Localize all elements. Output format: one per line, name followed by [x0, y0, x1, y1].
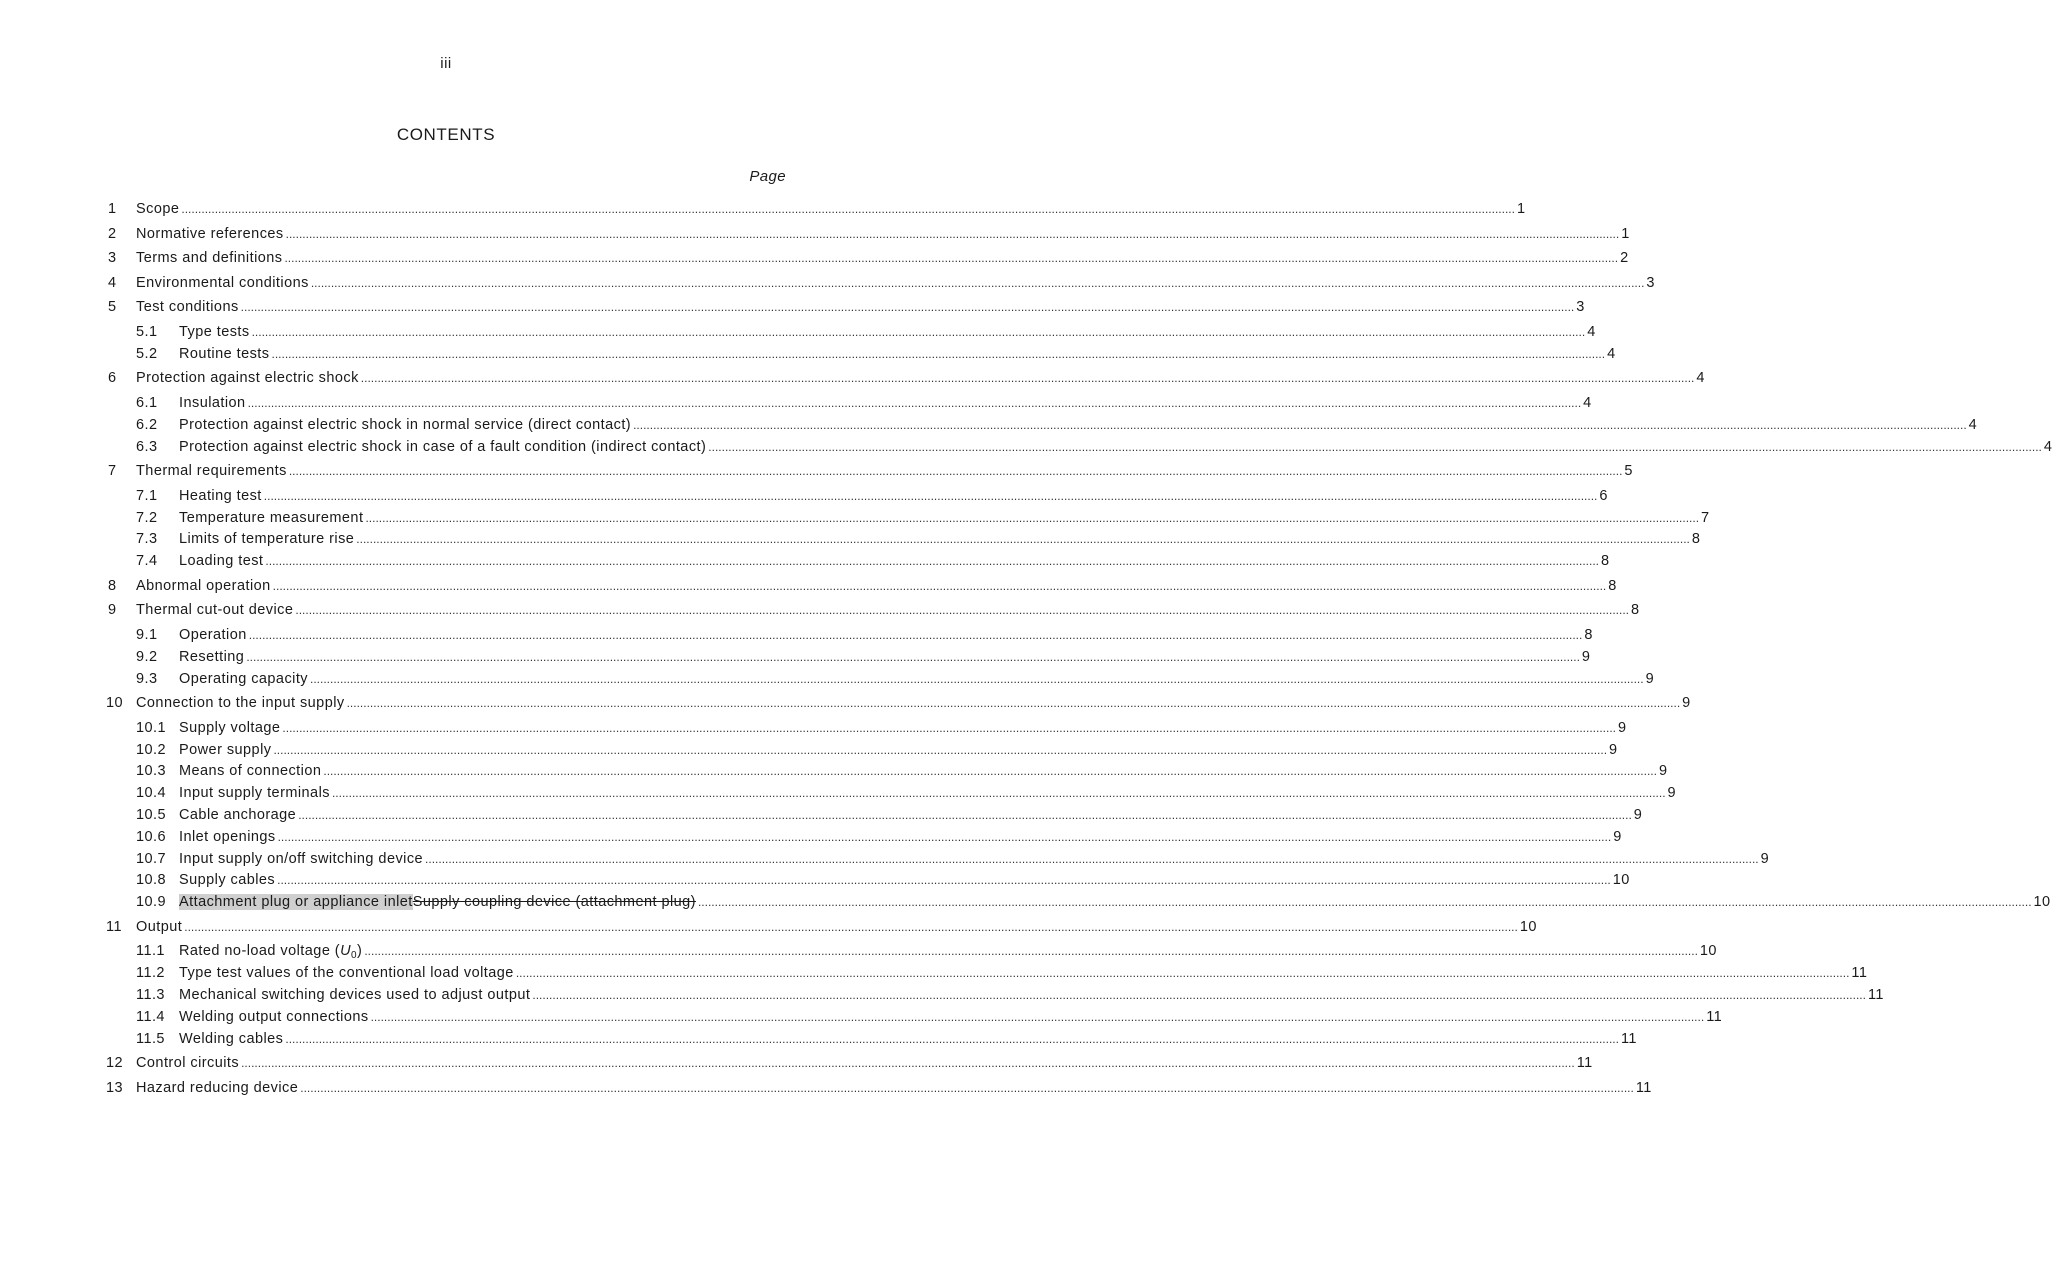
toc-entry[interactable] — [0, 344, 1616, 364]
toc-entry-number: 11 — [106, 918, 122, 935]
dot-leader: ................................................................................................................................................................................................................................................................................................................................................................................................................ — [310, 671, 1644, 686]
dot-leader: ................................................................................................................................................................................................................................................................................................................................................................................................................ — [265, 554, 1600, 569]
dot-leader: ................................................................................................................................................................................................................................................................................................................................................................................................................ — [241, 1056, 1575, 1071]
toc-entry-number: 10.1 — [136, 719, 167, 736]
toc-entry-page: 3 — [1576, 299, 1585, 316]
dot-leader: ................................................................................................................................................................................................................................................................................................................................................................................................................ — [370, 1009, 1705, 1024]
dot-leader: ................................................................................................................................................................................................................................................................................................................................................................................................................ — [263, 488, 1598, 503]
toc-entry[interactable] — [0, 740, 1618, 760]
toc-entry-title: Operating capacity — [179, 670, 308, 687]
toc-entry-number: 5.1 — [136, 324, 158, 340]
toc-entry-title: Type test values of the conventional load voltage — [179, 965, 514, 982]
toc-entry-number: 6 — [108, 370, 117, 387]
toc-entry-title: Normative references — [136, 225, 284, 242]
toc-entry-title-text: Rated no-load voltage ( — [179, 943, 341, 960]
toc-entry[interactable] — [0, 849, 1770, 869]
toc-entry-number: 11.1 — [136, 943, 165, 960]
toc-entry-title: Operation — [179, 627, 247, 643]
toc-entry-page: 4 — [1587, 324, 1596, 340]
dot-leader: ................................................................................................................................................................................................................................................................................................................................................................................................................ — [246, 649, 1580, 664]
page-number: iii — [440, 55, 452, 72]
dot-leader: ................................................................................................................................................................................................................................................................................................................................................................................................................ — [284, 251, 1619, 266]
voltage-symbol: U — [340, 943, 352, 960]
toc-entry-number: 1 — [108, 201, 117, 217]
toc-entry[interactable] — [0, 508, 1710, 528]
toc-entry-title: Routine tests — [179, 345, 270, 362]
toc-entry-number: 11.4 — [136, 1008, 165, 1025]
toc-entry[interactable] — [0, 368, 1705, 388]
toc-entry-page: 9 — [1609, 741, 1618, 758]
toc-entry-title: Resetting — [179, 648, 245, 665]
toc-entry-number: 3 — [108, 250, 117, 267]
toc-entry-page: 4 — [1607, 345, 1616, 362]
toc-entry[interactable] — [0, 693, 1691, 713]
toc-entry-number: 5 — [108, 299, 117, 316]
toc-entry-title: Output — [136, 918, 183, 935]
toc-entry-title: Test conditions — [136, 299, 239, 316]
toc-entry-number: 7.3 — [136, 531, 158, 548]
toc-entry[interactable] — [0, 273, 1655, 293]
toc-entry-page: 5 — [1624, 463, 1633, 480]
dot-leader: ................................................................................................................................................................................................................................................................................................................................................................................................................ — [251, 325, 1586, 339]
toc-entry-page: 9 — [1645, 670, 1655, 687]
dot-leader: ................................................................................................................................................................................................................................................................................................................................................................................................................ — [360, 371, 1695, 386]
toc-entry-number: 2 — [108, 225, 117, 242]
toc-entry-number: 11.3 — [136, 987, 165, 1003]
toc-entry-number: 10.5 — [136, 807, 167, 823]
toc-entry-title: Cable anchorage — [179, 807, 297, 823]
toc-entry-page: 6 — [1599, 487, 1608, 504]
toc-entry[interactable] — [0, 718, 1627, 738]
toc-entry-title: Input supply on/off switching device — [179, 850, 424, 867]
dot-leader: ................................................................................................................................................................................................................................................................................................................................................................................................................ — [633, 417, 1967, 432]
toc-entry-title: Protection against electric shock — [136, 370, 359, 387]
toc-entry-page: 9 — [1667, 785, 1677, 802]
toc-entry[interactable] — [0, 1007, 1723, 1027]
toc-entry-title: Control circuits — [136, 1055, 240, 1072]
toc-entry-page: 9 — [1618, 719, 1627, 736]
toc-entry-number: 6.1 — [136, 395, 158, 411]
toc-entry-title: Environmental conditions — [136, 274, 309, 291]
toc-entry-page: 8 — [1608, 577, 1617, 594]
toc-entry[interactable] — [0, 669, 1655, 689]
toc-entry[interactable] — [0, 870, 1630, 890]
dot-leader: ................................................................................................................................................................................................................................................................................................................................................................................................................ — [300, 1080, 1634, 1095]
toc-entry[interactable] — [0, 576, 1617, 596]
toc-entry-number: 13 — [106, 1079, 124, 1096]
toc-entry[interactable] — [0, 551, 1610, 571]
toc-entry-number: 10 — [106, 695, 124, 712]
toc-entry-title: Supply voltage — [179, 719, 281, 736]
toc-entry-number: 11.5 — [136, 1030, 165, 1047]
toc-entry-page: 11 — [1620, 1030, 1637, 1047]
toc-entry-title: Input supply terminals — [179, 785, 330, 802]
dot-leader: ................................................................................................................................................................................................................................................................................................................................................................................................................ — [277, 873, 1611, 888]
toc-entry-number: 9.1 — [136, 627, 158, 643]
dot-leader: ................................................................................................................................................................................................................................................................................................................................................................................................................ — [331, 786, 1666, 801]
toc-entry-title: Mechanical switching devices used to adjust output — [179, 987, 531, 1003]
dot-leader: ................................................................................................................................................................................................................................................................................................................................................................................................................ — [356, 532, 1690, 547]
toc-entry-title: Hazard reducing device — [136, 1079, 299, 1096]
toc-entry[interactable] — [0, 892, 2051, 912]
toc-entry[interactable] — [0, 322, 1596, 342]
toc-entry-page: 8 — [1630, 602, 1640, 619]
dot-leader: ................................................................................................................................................................................................................................................................................................................................................................................................................ — [247, 396, 1582, 410]
toc-entry-page: 9 — [1658, 763, 1668, 780]
toc-entry-title: Power supply — [179, 741, 272, 758]
toc-entry[interactable] — [0, 647, 1591, 667]
toc-entry-title: Loading test — [179, 553, 264, 570]
toc-entry-page: 8 — [1691, 531, 1701, 548]
dot-leader: ................................................................................................................................................................................................................................................................................................................................................................................................................ — [708, 439, 2042, 454]
toc-entry-page: 1 — [1621, 225, 1630, 242]
toc-entry[interactable] — [0, 917, 1537, 937]
toc-entry-number: 10.7 — [136, 850, 167, 867]
contents-title: CONTENTS — [396, 125, 496, 144]
toc-entry-title: Welding cables — [179, 1030, 284, 1047]
toc-entry[interactable] — [0, 437, 2052, 457]
toc-entry-page: 10 — [1699, 943, 1717, 960]
dot-leader: ................................................................................................................................................................................................................................................................................................................................................................................................................ — [272, 578, 1607, 593]
dot-leader: ................................................................................................................................................................................................................................................................................................................................................................................................................ — [532, 988, 1866, 1002]
toc-entry-page: 7 — [1701, 509, 1710, 526]
toc-entry-page: 10 — [1612, 872, 1630, 889]
toc-entry[interactable] — [0, 1078, 1652, 1098]
toc-entry-page: 9 — [1760, 850, 1770, 867]
toc-entry[interactable] — [0, 393, 1592, 413]
toc-entry[interactable] — [0, 486, 1608, 506]
toc-entry-title: Inlet openings — [179, 828, 276, 845]
toc-entry-number: 5.2 — [136, 345, 158, 362]
dot-leader: ................................................................................................................................................................................................................................................................................................................................................................................................................ — [285, 226, 1620, 241]
toc-entry[interactable] — [0, 963, 1868, 983]
toc-entry-number: 8 — [108, 577, 117, 594]
toc-entry[interactable] — [0, 783, 1677, 803]
toc-entry-page: 4 — [1968, 416, 1978, 433]
dot-leader: ................................................................................................................................................................................................................................................................................................................................................................................................................ — [248, 628, 1583, 642]
toc-entry[interactable] — [0, 415, 1978, 435]
toc-entry-page: 3 — [1646, 274, 1655, 291]
toc-entry-title: Welding output connections — [179, 1008, 369, 1025]
toc-entry[interactable] — [0, 529, 1701, 549]
toc-entry-page: 9 — [1613, 828, 1622, 845]
toc-entry-title: Connection to the input supply — [136, 695, 345, 712]
toc-entry-number: 6.2 — [136, 416, 158, 433]
toc-entry-number: 9.2 — [136, 648, 158, 665]
toc-entry-number: 10.4 — [136, 785, 167, 802]
toc-entry-title: Protection against electric shock in normal service (direct contact) — [179, 416, 632, 433]
toc-entry-title: Type tests — [179, 324, 250, 340]
dot-leader: ................................................................................................................................................................................................................................................................................................................................................................................................................ — [295, 603, 1629, 618]
toc-entry-number: 7.2 — [136, 509, 158, 526]
toc-entry-number: 12 — [106, 1055, 124, 1072]
toc-entry-page: 10 — [1519, 918, 1537, 935]
dot-leader: ................................................................................................................................................................................................................................................................................................................................................................................................................ — [271, 346, 1606, 361]
toc-entry-number: 11.2 — [136, 965, 165, 982]
struck-deleted-text: Supply coupling device (attachment plug) — [412, 894, 696, 911]
highlighted-inserted-text: Attachment plug or appliance inlet — [179, 894, 413, 911]
toc-entry[interactable] — [0, 761, 1668, 781]
page-column-label: Page — [749, 168, 786, 185]
toc-entry-number: 10.2 — [136, 741, 167, 758]
dot-leader: ................................................................................................................................................................................................................................................................................................................................................................................................................ — [240, 300, 1575, 315]
toc-entry-title — [179, 892, 696, 912]
toc-entry[interactable] — [0, 248, 1629, 268]
toc-entry-title: Protection against electric shock in case of a fault condition (indirect contact) — [179, 438, 707, 455]
toc-entry[interactable] — [0, 941, 1717, 962]
toc-entry-title: Means of connection — [179, 763, 322, 780]
toc-entry-title: Limits of temperature rise — [179, 531, 355, 548]
toc-entry[interactable] — [0, 985, 1884, 1005]
toc-entry-page: 4 — [2043, 438, 2052, 455]
toc-entry-page: 9 — [1682, 695, 1691, 712]
toc-entry-number: 7 — [108, 463, 117, 480]
dot-leader: ................................................................................................................................................................................................................................................................................................................................................................................................................ — [184, 919, 1518, 934]
dot-leader: ................................................................................................................................................................................................................................................................................................................................................................................................................ — [181, 202, 1515, 216]
toc-entry-number: 9.3 — [136, 670, 158, 687]
toc-entry-page: 9 — [1581, 648, 1591, 665]
toc-entry-number: 7.4 — [136, 553, 158, 570]
toc-entry-title: Abnormal operation — [136, 577, 271, 594]
toc-entry-page: 8 — [1601, 553, 1610, 570]
dot-leader: ................................................................................................................................................................................................................................................................................................................................................................................................................ — [288, 464, 1623, 479]
toc-entry[interactable] — [0, 1029, 1637, 1049]
toc-entry-title: Insulation — [179, 395, 246, 411]
toc-entry-page: 11 — [1706, 1008, 1723, 1025]
toc-entry-page: 4 — [1696, 370, 1705, 387]
toc-entry-title: Temperature measurement — [179, 509, 364, 526]
toc-entry-page: 9 — [1633, 807, 1643, 823]
toc-entry-number: 10.3 — [136, 763, 167, 780]
toc-entry-title: Thermal cut-out device — [136, 602, 294, 619]
toc-entry-page: 10 — [2033, 894, 2051, 911]
toc-entry-title: Scope — [136, 201, 180, 217]
dot-leader: ................................................................................................................................................................................................................................................................................................................................................................................................................ — [310, 275, 1645, 290]
voltage-subscript: 0 — [351, 950, 358, 962]
toc-entry-page: 11 — [1576, 1055, 1593, 1072]
toc-entry-title: Supply cables — [179, 872, 276, 889]
dot-leader: ................................................................................................................................................................................................................................................................................................................................................................................................................ — [697, 895, 2032, 910]
dot-leader: ................................................................................................................................................................................................................................................................................................................................................................................................................ — [364, 944, 1698, 959]
toc-entry-page: 11 — [1635, 1079, 1652, 1096]
toc-entry-number: 4 — [108, 274, 117, 291]
toc-entry[interactable] — [0, 199, 1526, 219]
toc-entry-number: 9 — [108, 602, 117, 619]
dot-leader: ................................................................................................................................................................................................................................................................................................................................................................................................................ — [323, 764, 1657, 779]
toc-entry-page: 4 — [1583, 395, 1592, 411]
toc-entry[interactable] — [0, 461, 1633, 481]
toc-entry[interactable] — [0, 625, 1593, 645]
toc-entry-number: 10.9 — [136, 894, 167, 911]
dot-leader: ................................................................................................................................................................................................................................................................................................................................................................................................................ — [273, 742, 1608, 757]
toc-entry-title: Thermal requirements — [136, 463, 287, 480]
toc-entry-page: 2 — [1620, 250, 1629, 267]
toc-entry-number: 7.1 — [136, 487, 158, 504]
toc-entry-number: 6.3 — [136, 438, 158, 455]
toc-entry[interactable] — [0, 224, 1630, 244]
dot-leader: ................................................................................................................................................................................................................................................................................................................................................................................................................ — [298, 808, 1632, 822]
toc-entry-number: 10.8 — [136, 872, 167, 889]
toc-entry[interactable] — [0, 827, 1622, 847]
toc-entry[interactable] — [0, 805, 1643, 825]
dot-leader: ................................................................................................................................................................................................................................................................................................................................................................................................................ — [425, 851, 1759, 866]
dot-leader: ................................................................................................................................................................................................................................................................................................................................................................................................................ — [365, 510, 1700, 525]
dot-leader: ................................................................................................................................................................................................................................................................................................................................................................................................................ — [515, 966, 1850, 981]
toc-entry-page: 8 — [1584, 627, 1593, 643]
toc-entry-page: 11 — [1851, 965, 1868, 982]
toc-entry-title-end: ) — [357, 943, 363, 960]
toc-entry-title: Heating test — [179, 487, 262, 504]
dot-leader: ................................................................................................................................................................................................................................................................................................................................................................................................................ — [285, 1031, 1619, 1046]
toc-entry[interactable] — [0, 1053, 1593, 1073]
toc-entry-title: Terms and definitions — [136, 250, 283, 267]
toc-entry[interactable] — [0, 297, 1585, 317]
dot-leader: ................................................................................................................................................................................................................................................................................................................................................................................................................ — [346, 696, 1681, 711]
toc-entry[interactable] — [0, 600, 1640, 620]
toc-entry-page: 11 — [1867, 987, 1884, 1003]
toc-entry-page: 1 — [1516, 201, 1526, 217]
toc-entry-number: 10.6 — [136, 828, 167, 845]
dot-leader: ................................................................................................................................................................................................................................................................................................................................................................................................................ — [277, 829, 1612, 844]
dot-leader: ................................................................................................................................................................................................................................................................................................................................................................................................................ — [282, 720, 1617, 735]
